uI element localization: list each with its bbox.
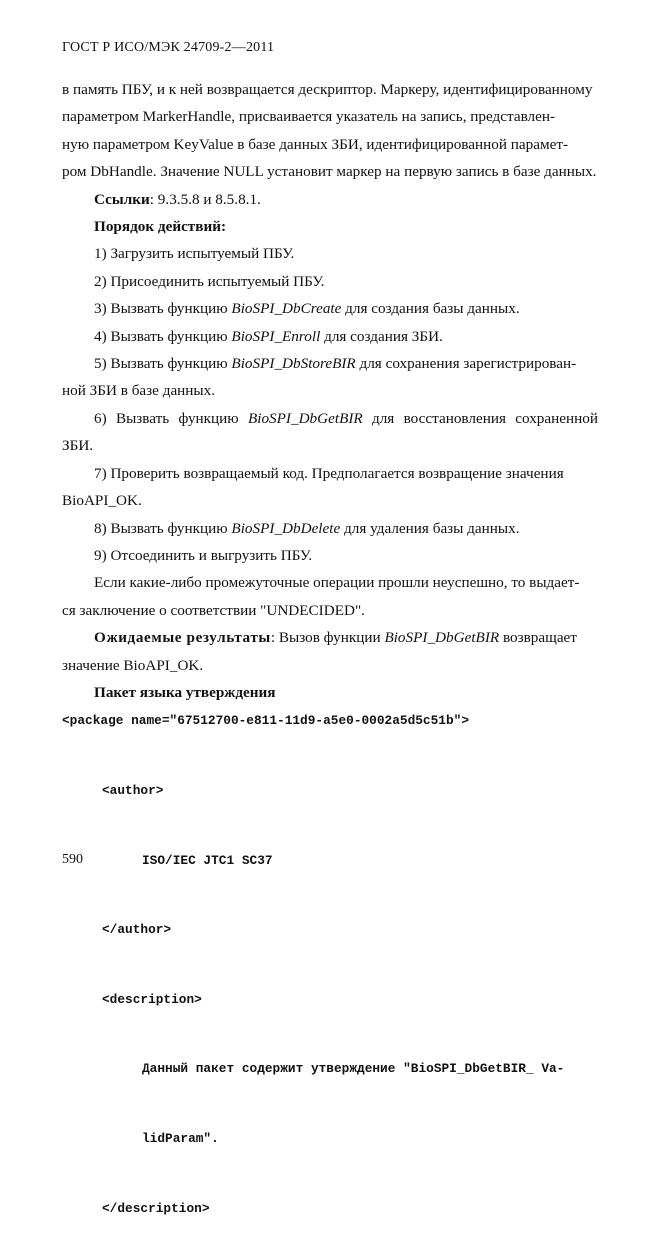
procedure-step: 9) Отсоединить и выгрузить ПБУ. xyxy=(94,546,312,564)
step-text: для удаления базы данных. xyxy=(340,519,520,537)
references-line xyxy=(62,186,598,213)
procedure-step-continued: ной ЗБИ в базе данных. xyxy=(62,382,216,400)
paragraph-line: ром DbHandle. Значение NULL установит маркер на первую запись в базе данных. xyxy=(62,163,597,181)
package-heading: Пакет языка утверждения xyxy=(94,683,276,701)
code-line: </author> xyxy=(102,922,172,938)
procedure-step: 2) Присоединить испытуемый ПБУ. xyxy=(94,272,325,290)
expected-text: возвращает xyxy=(499,629,577,647)
procedure-heading: Порядок действий: xyxy=(94,218,227,236)
paragraph-line: ную параметром KeyValue в базе данных ЗБИ, идентифицированной парамет- xyxy=(62,135,569,153)
step-text: 8) Вызвать функцию xyxy=(94,519,232,537)
step-text: 6) Вызвать функцию xyxy=(94,409,248,427)
document-header: ГОСТ Р ИСО/МЭК 24709-2—2011 xyxy=(62,40,275,55)
function-name: BioSPI_Enroll xyxy=(231,327,321,345)
paragraph-line: Если какие-либо промежуточные операции прошли неуспешно, то выдает- xyxy=(94,574,580,592)
procedure-step xyxy=(62,295,598,322)
code-line: ISO/IEC JTC1 SC37 xyxy=(142,852,273,868)
code-block xyxy=(62,663,622,1243)
expected-results-line xyxy=(62,624,598,651)
procedure-step xyxy=(62,323,598,350)
procedure-step: 1) Загрузить испытуемый ПБУ. xyxy=(94,245,295,263)
code-line: Данный пакет содержит утверждение "BioSPI_DbGetBIR_ Va- xyxy=(142,1061,565,1077)
procedure-step xyxy=(62,515,598,542)
procedure-step-continued: BioAPI_OK. xyxy=(62,492,142,510)
references-label: Ссылки xyxy=(94,190,150,208)
function-name: BioSPI_DbGetBIR xyxy=(247,409,363,427)
expected-results-label: Ожидаемые результаты xyxy=(94,629,271,647)
step-text: для создания ЗБИ. xyxy=(320,327,443,345)
procedure-step xyxy=(62,350,598,377)
procedure-step: 7) Проверить возвращаемый код. Предполагается возвращение значения xyxy=(94,464,564,482)
page-number: 590 xyxy=(62,852,83,867)
code-line: <description> xyxy=(102,991,202,1007)
step-text: для создания базы данных. xyxy=(341,300,520,318)
code-line: lidParam". xyxy=(142,1131,219,1147)
paragraph-line: ся заключение о соответствии "UNDECIDED". xyxy=(62,601,365,619)
step-text: 4) Вызвать функцию xyxy=(94,327,232,345)
step-text: для сохранения зарегистрирован- xyxy=(355,355,577,373)
body-text xyxy=(62,76,598,706)
step-text: для восстановления сохраненной ЗБИ. xyxy=(62,409,598,455)
function-name: BioSPI_DbStoreBIR xyxy=(231,355,356,373)
code-line: <package name="67512700-e811-11d9-a5e0-0002a5d5c51b"> xyxy=(62,713,470,729)
code-line: <author> xyxy=(102,783,164,799)
function-name: BioSPI_DbCreate xyxy=(231,300,342,318)
code-line: </description> xyxy=(102,1200,210,1216)
paragraph-line: значение BioAPI_OK. xyxy=(62,656,204,674)
function-name: BioSPI_DbGetBIR xyxy=(384,629,500,647)
function-name: BioSPI_DbDelete xyxy=(231,519,341,537)
paragraph-line: параметром MarkerHandle, присваивается указатель на запись, представлен- xyxy=(62,108,556,126)
expected-text: : Вызов функции xyxy=(270,629,385,647)
procedure-step xyxy=(62,405,598,460)
step-text: 3) Вызвать функцию xyxy=(94,300,232,318)
step-text: 5) Вызвать функцию xyxy=(94,355,232,373)
references-text: : 9.3.5.8 и 8.5.8.1. xyxy=(149,190,261,208)
paragraph-line: в память ПБУ, и к ней возвращается дескриптор. Маркеру, идентифицированному xyxy=(62,81,593,98)
